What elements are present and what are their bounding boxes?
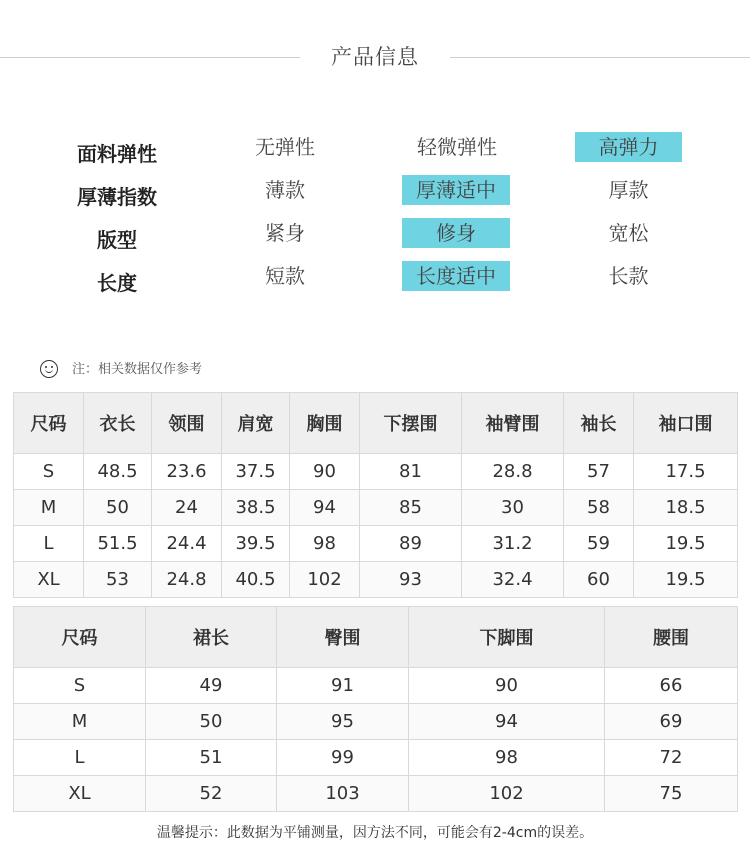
table-cell: 103 xyxy=(277,776,409,812)
attr-label: 厚薄指数 xyxy=(77,185,157,209)
table-cell: 50 xyxy=(84,490,152,526)
column-header: 裙长 xyxy=(146,607,277,668)
table-row xyxy=(14,490,738,526)
table-cell: S xyxy=(14,454,84,490)
attr-row-length xyxy=(0,261,750,293)
table-cell: XL xyxy=(14,562,84,598)
section-header xyxy=(0,40,750,74)
table-cell: 39.5 xyxy=(222,526,290,562)
column-header: 下脚围 xyxy=(409,607,605,668)
table-row xyxy=(14,740,738,776)
table-cell: 19.5 xyxy=(634,526,738,562)
table-cell: 93 xyxy=(360,562,462,598)
column-header: 腰围 xyxy=(605,607,738,668)
table-cell: 81 xyxy=(360,454,462,490)
table-cell: 99 xyxy=(277,740,409,776)
table-cell: 52 xyxy=(146,776,277,812)
size-table-top xyxy=(13,392,738,598)
attr-option: 薄款 xyxy=(265,178,305,202)
table-row xyxy=(14,776,738,812)
size-table-bottom xyxy=(13,606,738,812)
table-cell: M xyxy=(14,704,146,740)
table-cell: 37.5 xyxy=(222,454,290,490)
divider-right xyxy=(450,57,750,58)
table-cell: 98 xyxy=(290,526,360,562)
table-row xyxy=(14,454,738,490)
table-cell: 50 xyxy=(146,704,277,740)
table-cell: 28.8 xyxy=(462,454,564,490)
attr-option: 轻微弹性 xyxy=(417,135,497,159)
table-cell: 24 xyxy=(152,490,222,526)
table-cell: 94 xyxy=(290,490,360,526)
column-header: 衣长 xyxy=(84,393,152,454)
column-header: 肩宽 xyxy=(222,393,290,454)
table-cell: 58 xyxy=(564,490,634,526)
attr-option-selected: 高弹力 xyxy=(575,132,682,162)
measurement-tip: 温馨提示：此数据为平铺测量，因方法不同，可能会有2-4cm的误差。 xyxy=(156,825,594,841)
table-cell: XL xyxy=(14,776,146,812)
attr-option-selected: 长度适中 xyxy=(402,261,510,291)
table-cell: 57 xyxy=(564,454,634,490)
attr-row-fit xyxy=(0,218,750,250)
column-header: 袖长 xyxy=(564,393,634,454)
attr-label: 面料弹性 xyxy=(77,142,157,166)
attr-row-stretch xyxy=(0,132,750,164)
table-cell: 51 xyxy=(146,740,277,776)
table-cell: L xyxy=(14,740,146,776)
attr-option: 短款 xyxy=(265,264,305,288)
table-cell: 102 xyxy=(409,776,605,812)
table-cell: 17.5 xyxy=(634,454,738,490)
table-cell: 18.5 xyxy=(634,490,738,526)
column-header: 尺码 xyxy=(14,393,84,454)
table-cell: 95 xyxy=(277,704,409,740)
table-row xyxy=(14,562,738,598)
attr-option-selected: 厚薄适中 xyxy=(402,175,510,205)
table-cell: 90 xyxy=(409,668,605,704)
smile-icon xyxy=(40,360,58,378)
attr-option: 宽松 xyxy=(608,221,649,245)
table-header-row xyxy=(14,393,738,454)
table-cell: 31.2 xyxy=(462,526,564,562)
table-cell: 72 xyxy=(605,740,738,776)
column-header: 下摆围 xyxy=(360,393,462,454)
table-cell: M xyxy=(14,490,84,526)
attr-option: 无弹性 xyxy=(255,135,315,159)
attr-option-selected: 修身 xyxy=(402,218,510,248)
table-cell: 90 xyxy=(290,454,360,490)
column-header: 尺码 xyxy=(14,607,146,668)
table-cell: L xyxy=(14,526,84,562)
table-cell: S xyxy=(14,668,146,704)
table-cell: 66 xyxy=(605,668,738,704)
column-header: 臀围 xyxy=(277,607,409,668)
table-cell: 51.5 xyxy=(84,526,152,562)
reference-note: 注：相关数据仅作参考 xyxy=(72,362,203,377)
column-header: 胸围 xyxy=(290,393,360,454)
table-cell: 40.5 xyxy=(222,562,290,598)
divider-left xyxy=(0,57,300,58)
table-cell: 85 xyxy=(360,490,462,526)
table-cell: 75 xyxy=(605,776,738,812)
table-cell: 53 xyxy=(84,562,152,598)
attr-option: 厚款 xyxy=(608,178,649,202)
table-cell: 98 xyxy=(409,740,605,776)
table-cell: 19.5 xyxy=(634,562,738,598)
table-cell: 32.4 xyxy=(462,562,564,598)
table-cell: 49 xyxy=(146,668,277,704)
attr-label: 长度 xyxy=(97,271,137,295)
table-row xyxy=(14,704,738,740)
table-row xyxy=(14,668,738,704)
section-title: 产品信息 xyxy=(331,45,419,69)
column-header: 袖口围 xyxy=(634,393,738,454)
table-cell: 24.4 xyxy=(152,526,222,562)
table-cell: 48.5 xyxy=(84,454,152,490)
column-header: 领围 xyxy=(152,393,222,454)
table-cell: 69 xyxy=(605,704,738,740)
attr-label: 版型 xyxy=(97,228,137,252)
table-cell: 59 xyxy=(564,526,634,562)
table-cell: 23.6 xyxy=(152,454,222,490)
table-cell: 24.8 xyxy=(152,562,222,598)
table-header-row xyxy=(14,607,738,668)
attr-option: 长款 xyxy=(608,264,649,288)
table-cell: 102 xyxy=(290,562,360,598)
attr-option: 紧身 xyxy=(265,221,305,245)
table-cell: 30 xyxy=(462,490,564,526)
table-cell: 94 xyxy=(409,704,605,740)
attr-row-thickness xyxy=(0,175,750,207)
table-cell: 89 xyxy=(360,526,462,562)
table-cell: 91 xyxy=(277,668,409,704)
table-cell: 60 xyxy=(564,562,634,598)
column-header: 袖臂围 xyxy=(462,393,564,454)
table-cell: 38.5 xyxy=(222,490,290,526)
table-row xyxy=(14,526,738,562)
